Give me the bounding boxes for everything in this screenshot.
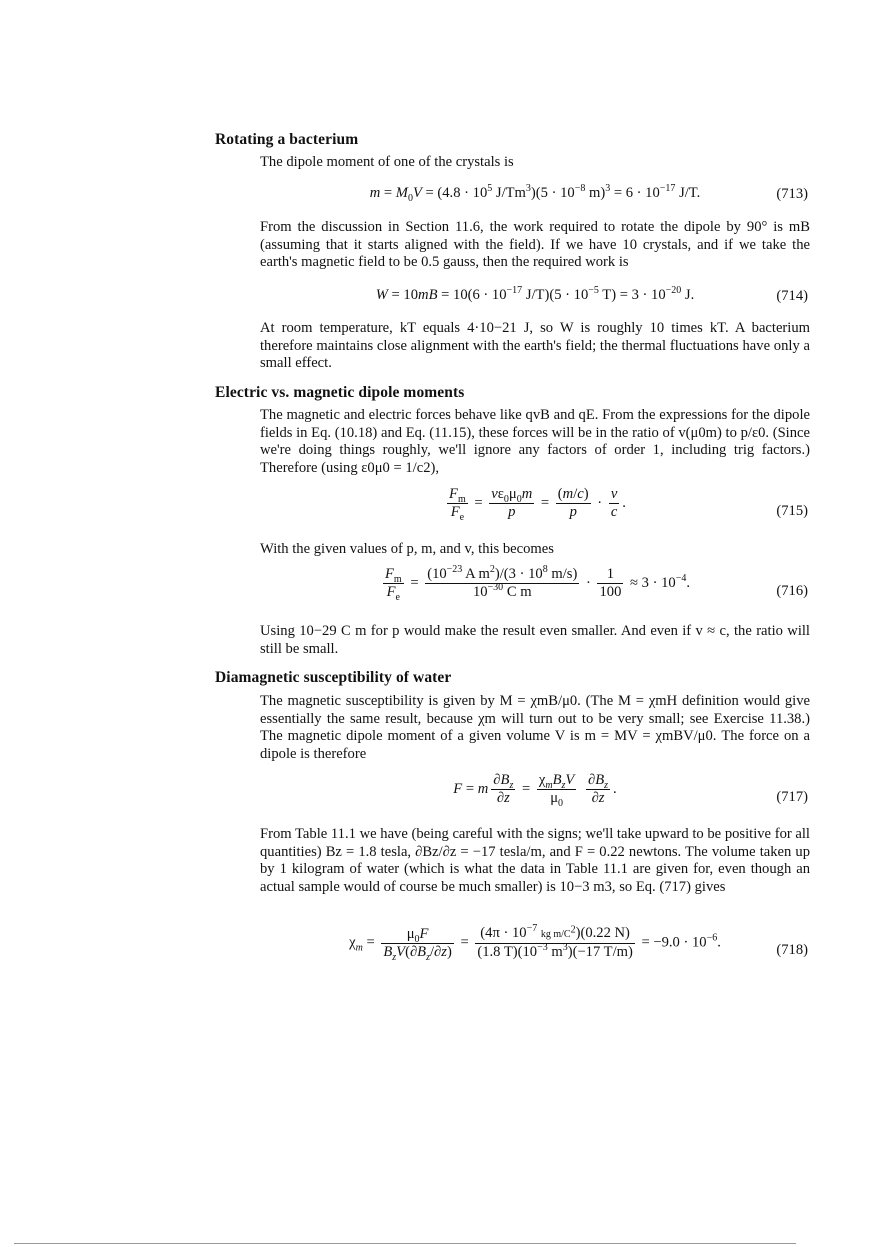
section-title-electric-vs-magnetic: Electric vs. magnetic dipole moments	[215, 384, 465, 401]
section-title-diamagnetic-water: Diamagnetic susceptibility of water	[215, 669, 452, 686]
paragraph-given-values: With the given values of p, m, and v, this becomes	[260, 541, 554, 557]
equation-number-717: (717)	[776, 789, 808, 805]
equation-717: F = m $\frac{\partial B_z}{\partial z}$ = $\chi_mB_zV$ $\mu_0$ $\frac{\partial B_z}{\partial z}$ .	[453, 772, 617, 809]
footer-rule	[14, 1243, 796, 1244]
paragraph-smaller-result: Using 10−29 C m for p would make the result even smaller. And even if v ≈ c, the ratio will still be small.	[260, 623, 810, 657]
paragraph-thermal: At room temperature, kT equals 4·10−21 J, so W is roughly 10 times kT. A bacterium therefore maintains close alignment with the earth's field; the thermal fluctuations have only a small effect.	[260, 320, 810, 372]
paragraph-dipole-intro: The dipole moment of one of the crystals is	[260, 154, 514, 170]
equation-715: $\frac{F_m}{F_e}$ = $\frac{v\varepsilon_0\mu_0m}{p}$ = $\frac{(m/c)}{p}$ · $\frac{v}{c}$ .	[449, 486, 626, 523]
paragraph-forces: The magnetic and electric forces behave like qvB and qE. From the expressions for the dipole fields in Eq. (10.18) and Eq. (11.15), these forces will be in the ratio of v(μ0m) to p/ε0. (Since we're doing things roughly, we'll ignore any factors of order 1, including trig factors.) Therefore (using ε0μ0 = 1/c2),	[260, 407, 810, 477]
equation-718: $\chi_m$ = $\mu_0F$ $B_zV(\partial B_z/\partial z)$ = $\frac{(4\pi \cdot 10^{-7} kg m/C^2)(0.22 N)}{(1.8 T)(10^{-3} m^3)(-17 T/m)}$ = $-9.0 \cdot 10^{-6}$.	[349, 923, 721, 963]
equation-number-718: (718)	[776, 942, 808, 958]
paragraph-susceptibility: The magnetic susceptibility is given by M = χmB/μ0. (The M = χmH definition would give essentially the same result, because χm will turn out to be very small; see Exercise 11.38.) The magnetic dipole moment of a given volume V is m = MV = χmBV/μ0. The force on a dipole is therefore	[260, 693, 810, 763]
equation-number-716: (716)	[776, 583, 808, 599]
paragraph-table-data: From Table 11.1 we have (being careful with the signs; we'll take upward to be positive for all quantities) Bz = 1.8 tesla, ∂Bz/∂z = −17 tesla/m, and F = 0.22 newtons. The volume taken up by 1 kilogram of water (which is what the data in Table 11.1 are given for, even though an actual sample would of course be much smaller) is 10−3 m3, so Eq. (717) gives	[260, 826, 810, 896]
equation-number-713: (713)	[776, 186, 808, 202]
paragraph-work-required: From the discussion in Section 11.6, the work required to rotate the dipole by 90° is mB (assuming that it starts aligned with the field). If we have 10 crystals, and if we take the earth's magnetic field to be 0.5 gauss, then the required work is	[260, 219, 810, 271]
section-title-rotating-bacterium: Rotating a bacterium	[215, 131, 359, 148]
equation-716: $\frac{F_m}{F_e}$ = $\frac{(10^{-23} A m^2)/(3 \cdot 10^8 m/s)}{10^{-30} C m}$ · $\frac{1}{100}$ ≈ $3 \cdot 10^{-4}$.	[384, 564, 691, 603]
equation-number-714: (714)	[776, 288, 808, 304]
equation-713: $m = M_0V = (4.8 \cdot 10^5$ $J/Tm^3)(5 \cdot 10^{-8}$ $m)^3 = 6 \cdot 10^{-17}$ J/T.	[369, 183, 701, 204]
equation-number-715: (715)	[776, 503, 808, 519]
equation-714: $W = 10mB = 10(6 \cdot 10^{-17}$ $J/T)(5 \cdot 10^{-5}$ $T) = 3 \cdot 10^{-20}$ J.	[375, 285, 695, 303]
